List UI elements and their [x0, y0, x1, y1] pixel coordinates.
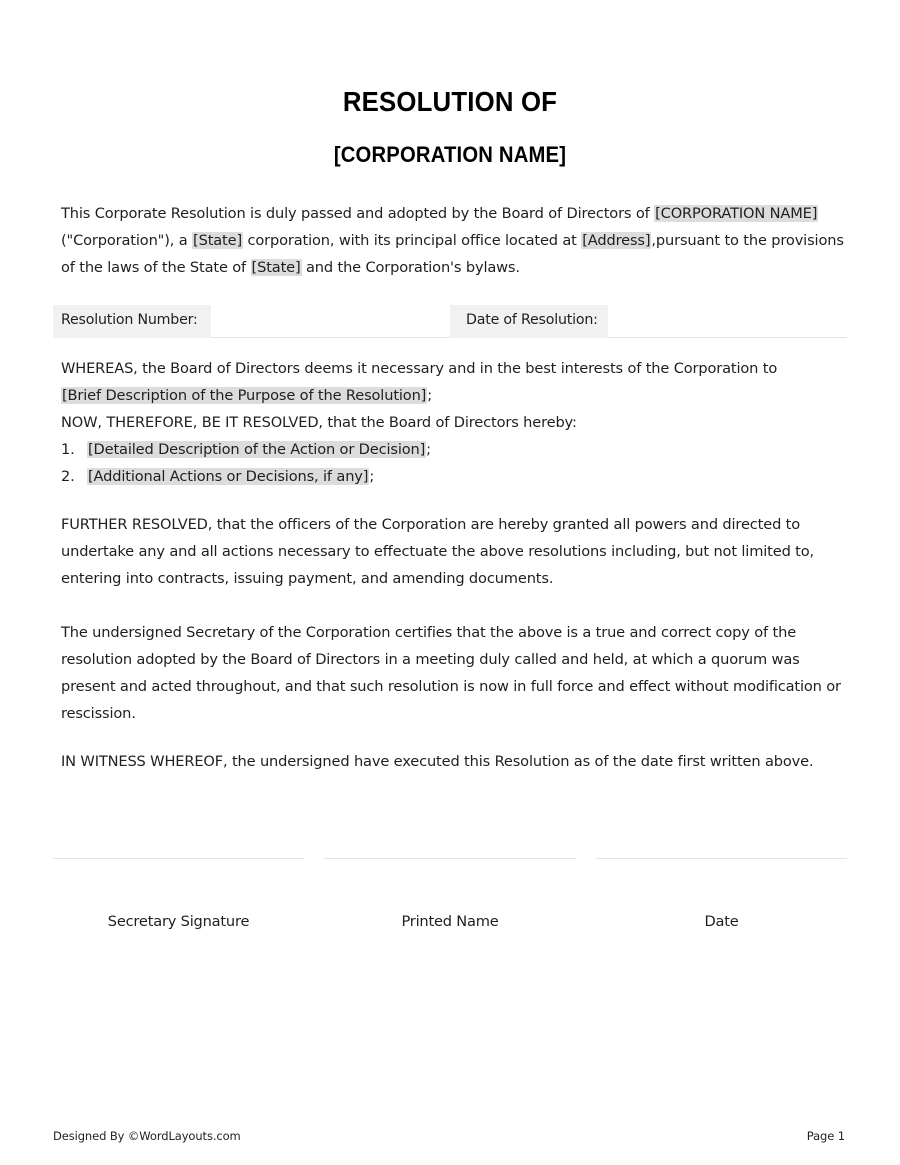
corporation-name-heading[interactable]: [CORPORATION NAME] — [333, 142, 567, 167]
purpose-placeholder[interactable]: [Brief Description of the Purpose of the Resolution] — [62, 387, 427, 404]
page-number: Page 1 — [806, 1129, 845, 1143]
punctuation: ; — [426, 441, 431, 458]
punctuation: ; — [427, 387, 432, 404]
printed-name-line[interactable] — [324, 858, 576, 859]
resolved-item-1 — [61, 436, 851, 463]
document-title: RESOLUTION OF — [342, 86, 558, 117]
intro-text: ,pursuant to the provisions of the laws of the State of — [61, 232, 844, 276]
intro-text: ("Corporation"), a — [61, 232, 193, 249]
intro-text: corporation, with its principal office located at — [243, 232, 582, 249]
date-of-resolution-label: Date of Resolution: — [450, 305, 608, 338]
whereas-text: WHEREAS, the Board of Directors deems it necessary and in the best interests of the Corporation to — [61, 360, 778, 377]
punctuation: ; — [369, 468, 375, 485]
corporation-name-placeholder[interactable]: [CORPORATION NAME] — [655, 205, 818, 222]
purpose-line — [61, 382, 851, 409]
list-number: 1. — [61, 441, 75, 458]
secretary-signature-label: Secretary Signature — [107, 913, 250, 930]
intro-text: and the Corporation's bylaws. — [301, 259, 520, 276]
intro-text: This Corporate Resolution is duly passed and adopted by the Board of Directors of — [61, 205, 655, 222]
resolved-item-2 — [61, 463, 851, 490]
resolution-fields-row — [53, 305, 847, 338]
address-placeholder[interactable]: [Address] — [582, 232, 651, 249]
now-therefore-text: NOW, THEREFORE, BE IT RESOLVED, that the Board of Directors hereby: — [61, 414, 577, 431]
action-placeholder[interactable]: [Detailed Description of the Action or Decision] — [88, 441, 426, 458]
secretary-signature-line[interactable] — [53, 858, 304, 859]
additional-actions-placeholder[interactable]: [Additional Actions or Decisions, if any] — [88, 468, 369, 485]
intro-paragraph — [61, 200, 851, 281]
resolution-number-label: Resolution Number: — [53, 305, 211, 338]
state-placeholder[interactable]: [State] — [251, 259, 301, 276]
further-resolved-paragraph: FURTHER RESOLVED, that the officers of the Corporation are hereby granted all powers and directed to undertake any and all actions necessary to effectuate the above resolutions including, but not limited to, entering into contracts, issuing payment, and amending documents. — [61, 516, 815, 587]
date-label: Date — [704, 913, 739, 930]
whereas-section — [61, 355, 851, 490]
footer-credit: Designed By ©WordLayouts.com — [53, 1129, 241, 1143]
certification-paragraph: The undersigned Secretary of the Corporation certifies that the above is a true and correct copy of the resolution adopted by the Board of Directors in a meeting duly called and held, at which a quorum was present and acted throughout, and that such resolution is now in full force and effect without modification or rescission. — [61, 624, 841, 722]
resolution-number-field[interactable] — [211, 305, 450, 338]
signature-date-line[interactable] — [596, 858, 847, 859]
date-of-resolution-field[interactable] — [608, 305, 847, 338]
witness-paragraph: IN WITNESS WHEREOF, the undersigned have executed this Resolution as of the date first written above. — [61, 753, 814, 770]
list-number: 2. — [61, 468, 75, 485]
printed-name-label: Printed Name — [401, 913, 499, 930]
state-placeholder[interactable]: [State] — [193, 232, 242, 249]
